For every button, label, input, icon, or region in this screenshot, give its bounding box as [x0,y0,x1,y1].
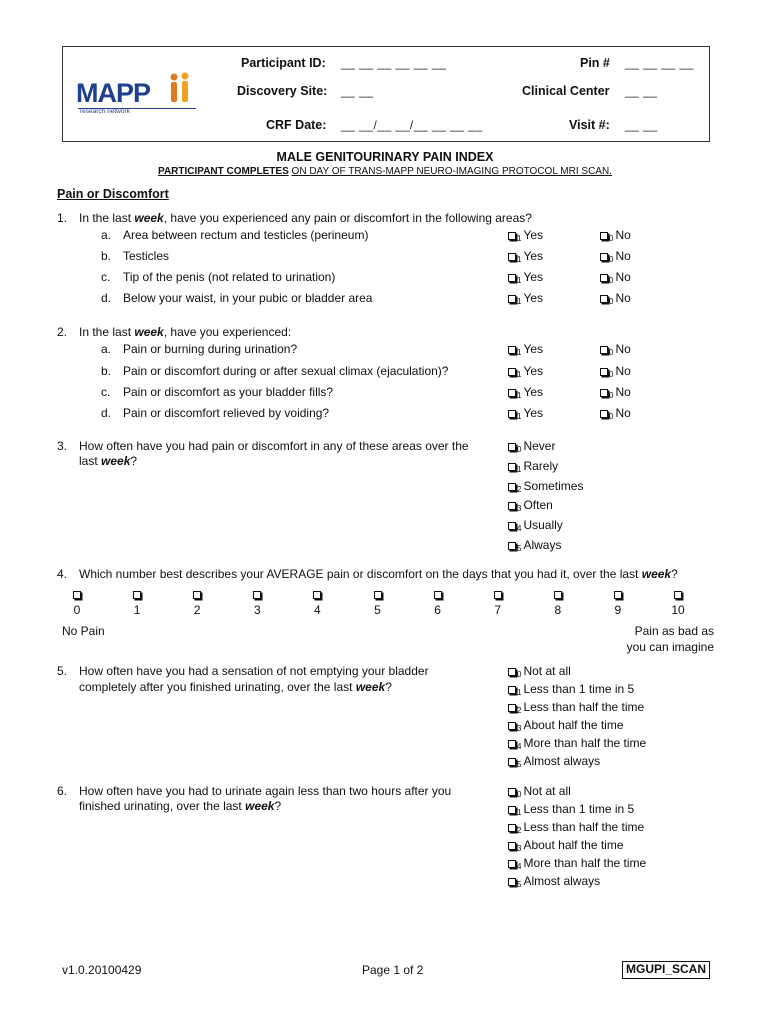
q1-item-letter: a. [101,228,112,242]
option-code: 1 [517,276,522,285]
form-subtitle [0,166,770,177]
q1-item-letter: c. [101,270,111,284]
option-label: Often [523,498,553,513]
q5-line2: completely after you finished urinating, over the last week? [79,680,392,694]
q5-option[interactable] [508,736,646,751]
form-title: MALE GENITOURINARY PAIN INDEX [276,150,494,164]
option-label: About half the time [523,838,624,852]
checkbox-icon[interactable] [508,668,516,676]
q2-yes-option[interactable] [508,364,543,379]
q2-item-text: Pain or discomfort during or after sexual climax (ejaculation)? [123,364,449,378]
checkbox-icon[interactable] [508,788,516,796]
option-label: No [615,228,631,242]
option-label: More than half the time [523,856,647,870]
q3-number: 3. [57,439,68,453]
q4-scale-checkbox[interactable] [434,591,442,599]
option-code: 0 [609,412,614,421]
footer-version: v1.0.20100429 [62,963,142,977]
checkbox-icon[interactable] [508,722,516,730]
q1-no-option[interactable] [600,270,631,285]
checkbox-icon[interactable] [508,274,516,282]
checkbox-icon[interactable] [508,232,516,240]
q4-scale-number: 2 [193,603,201,617]
checkbox-icon[interactable] [508,295,516,303]
q4-scale-checkbox[interactable] [614,591,622,599]
checkbox-icon[interactable] [508,740,516,748]
q5-option[interactable] [508,682,634,697]
option-code: 0 [609,255,614,264]
q3-line2: last week? [79,454,138,468]
option-label: No [615,406,631,420]
checkbox-icon[interactable] [508,502,516,510]
option-label: More than half the time [523,736,647,750]
subtitle-rest: ON DAY OF TRANS-MAPP NEURO-IMAGING PROTOCOL MRI SCAN. [291,166,612,177]
q1-item-text: Testicles [123,249,170,263]
q6-option[interactable] [508,802,634,817]
checkbox-icon[interactable] [508,483,516,491]
q5-number: 5. [57,664,68,678]
q4-high-label-2: you can imagine [626,640,714,654]
option-code: 5 [517,760,522,769]
q4-scale-checkbox[interactable] [494,591,502,599]
q4-scale-number: 0 [73,603,81,617]
option-label: No [615,342,631,356]
option-code: 4 [517,862,522,871]
option-label: Usually [523,518,563,533]
option-code: 4 [517,742,522,751]
option-label: No [615,385,631,399]
option-code: 3 [517,724,522,733]
q2-item-letter: d. [101,406,112,420]
option-code: 1 [517,297,522,306]
q1-text: In the last week, have you experienced any pain or discomfort in the following areas? [79,211,532,225]
q2-no-option[interactable] [600,406,631,421]
q4-scale-number: 10 [671,603,685,617]
option-code: 0 [609,297,614,306]
q4-scale-number: 7 [494,603,502,617]
q1-item-text: Tip of the penis (not related to urination) [123,270,336,284]
q4-scale-checkbox[interactable] [313,591,321,599]
q4-scale-number: 3 [253,603,261,617]
option-label: Not at all [523,664,571,678]
q5-option[interactable] [508,718,624,733]
q6-number: 6. [57,784,68,798]
option-label: Less than 1 time in 5 [523,682,635,696]
checkbox-icon[interactable] [508,346,516,354]
option-code: 1 [517,412,522,421]
q4-scale-number: 4 [314,603,321,617]
q4-scale-checkbox[interactable] [253,591,261,599]
option-code: 0 [609,391,614,400]
q2-no-option[interactable] [600,364,631,379]
checkbox-icon[interactable] [508,806,516,814]
option-label: Yes [523,228,544,242]
checkbox-icon[interactable] [600,389,608,397]
q2-number: 2. [57,325,68,339]
q2-item-letter: b. [101,364,112,378]
option-code: 1 [517,255,522,264]
option-label: Yes [523,364,544,378]
option-label: Yes [523,406,544,420]
participant-id-field[interactable]: __ __ __ __ __ __ [341,56,447,70]
q2-yes-option[interactable] [508,385,543,400]
q4-scale-number: 6 [434,603,441,617]
checkbox-icon[interactable] [508,368,516,376]
q5-option[interactable] [508,754,600,769]
q1-item-text: Area between rectum and testicles (perineum) [123,228,369,242]
checkbox-icon[interactable] [600,295,608,303]
checkbox-icon[interactable] [508,878,516,886]
logo-text: MAPP [76,78,151,108]
q4-number: 4. [57,567,68,581]
q1-item-letter: d. [101,291,112,305]
q1-yes-option[interactable] [508,270,543,285]
q2-item-text: Pain or burning during urination? [123,342,298,356]
option-label: Less than half the time [523,820,645,834]
footer-form-code: MGUPI_SCAN [622,961,710,979]
checkbox-icon[interactable] [508,522,516,530]
q4-scale-number: 5 [374,603,381,617]
q3-option[interactable] [508,518,563,533]
logo-subtext: research network [80,108,130,115]
q3-option[interactable] [508,538,561,553]
q1-yes-option[interactable] [508,228,543,243]
option-code: 0 [517,670,522,679]
subtitle-bold: PARTICIPANT COMPLETES [158,166,289,177]
option-code: 1 [517,348,522,357]
option-label: No [615,364,631,378]
option-label: Never [523,439,556,453]
q1-yes-option[interactable] [508,249,543,264]
q1-no-option[interactable] [600,228,631,243]
q6-option[interactable] [508,838,624,853]
q4-high-label-1: Pain as bad as [634,624,714,638]
option-code: 2 [517,826,522,835]
visit-label: Visit #: [569,118,610,132]
q4-scale-checkbox[interactable] [374,591,382,599]
option-code: 0 [609,348,614,357]
option-code: 0 [609,234,614,243]
q2-item-text: Pain or discomfort as your bladder fills? [123,385,334,399]
q1-yes-option[interactable] [508,291,543,306]
option-label: No [615,291,631,305]
option-code: 4 [517,524,522,534]
q6-option[interactable] [508,856,646,871]
option-label: Sometimes [523,478,584,493]
option-label: Less than 1 time in 5 [523,802,635,816]
option-code: 3 [517,844,522,853]
discovery-site-label: Discovery Site: [237,84,328,98]
q2-yes-option[interactable] [508,342,543,357]
option-label: Yes [523,270,544,284]
clinical-center-label: Clinical Center [522,84,610,98]
option-label: Yes [523,249,544,263]
clinical-center-field[interactable]: __ __ [625,84,658,98]
option-code: 1 [517,688,522,697]
q5-option[interactable] [508,664,571,679]
option-code: 3 [517,504,522,514]
checkbox-icon[interactable] [508,463,516,471]
q6-option[interactable] [508,820,644,835]
crf-date-field[interactable]: __ __/__ __/__ __ __ __ [341,118,483,132]
q4-scale-checkbox[interactable] [674,591,682,599]
option-label: About half the time [523,718,624,732]
q1-number: 1. [57,211,68,225]
checkbox-icon[interactable] [508,842,516,850]
q3-line1: How often have you had pain or discomfort in any of these areas over the [79,439,469,453]
option-code: 1 [517,391,522,400]
crf-date-label: CRF Date: [266,118,327,132]
q4-scale-number: 1 [133,603,141,617]
section-title: Pain or Discomfort [57,187,169,201]
checkbox-icon[interactable] [600,346,608,354]
q3-option[interactable] [508,498,553,513]
option-label: Almost always [523,754,601,768]
option-label: Not at all [523,784,571,798]
q6-option[interactable] [508,874,600,889]
option-label: Yes [523,291,544,305]
option-code: 0 [609,370,614,379]
option-label: No [615,270,631,284]
q4-scale-checkbox[interactable] [133,591,141,599]
option-label: Yes [523,385,544,399]
checkbox-icon[interactable] [600,368,608,376]
option-code: 1 [517,808,522,817]
option-code: 5 [517,544,522,553]
option-label: Almost always [523,874,601,888]
checkbox-icon[interactable] [508,860,516,868]
q6-option[interactable] [508,784,571,799]
participant-id-label: Participant ID: [241,56,326,70]
checkbox-icon[interactable] [508,824,516,832]
q1-no-option[interactable] [600,249,631,264]
q4-scale-number: 8 [554,603,562,617]
q2-item-letter: c. [101,385,111,399]
checkbox-icon[interactable] [508,542,516,550]
q1-no-option[interactable] [600,291,631,306]
q4-scale-checkbox[interactable] [73,591,81,599]
option-label: Less than half the time [523,700,645,714]
checkbox-icon[interactable] [600,232,608,240]
option-code: 2 [517,484,522,494]
checkbox-icon[interactable] [508,704,516,712]
q3-option[interactable] [508,459,558,474]
checkbox-icon[interactable] [508,443,516,451]
checkbox-icon[interactable] [508,686,516,694]
option-code: 0 [517,790,522,799]
q4-scale-number: 9 [614,603,622,617]
q3-option[interactable] [508,439,555,454]
option-code: 1 [517,370,522,379]
checkbox-icon[interactable] [600,410,608,418]
footer-page: Page 1 of 2 [362,963,424,977]
option-label: Yes [523,342,544,356]
q4-scale-checkbox[interactable] [193,591,201,599]
pin-field[interactable]: __ __ __ __ [625,56,694,70]
option-code: 0 [609,276,614,285]
checkbox-icon[interactable] [508,389,516,397]
q4-text: Which number best describes your AVERAGE pain or discomfort on the days that you had it, over the last week? [79,567,678,581]
option-code: 0 [517,445,522,454]
visit-field[interactable]: __ __ [625,118,658,132]
q3-option[interactable] [508,479,583,494]
q5-line1: How often have you had a sensation of not emptying your bladder [79,664,429,678]
q5-option[interactable] [508,700,644,715]
q2-yes-option[interactable] [508,406,543,421]
q4-low-label: No Pain [62,624,105,638]
option-code: 5 [517,880,522,889]
q2-item-letter: a. [101,342,112,356]
discovery-site-field[interactable]: __ __ [341,84,374,98]
checkbox-icon[interactable] [600,253,608,261]
q1-item-letter: b. [101,249,112,263]
option-code: 2 [517,706,522,715]
q6-line1: How often have you had to urinate again less than two hours after you [79,784,452,798]
option-code: 1 [517,464,522,474]
q6-line2: finished urinating, over the last week? [79,799,282,813]
checkbox-icon[interactable] [508,410,516,418]
option-label: No [615,249,631,263]
mapp-figures-icon [160,72,200,108]
q2-text: In the last week, have you experienced: [79,325,292,339]
q2-no-option[interactable] [600,385,631,400]
checkbox-icon[interactable] [508,758,516,766]
q4-scale-checkbox[interactable] [554,591,562,599]
q1-item-text: Below your waist, in your pubic or bladder area [123,291,373,305]
option-label: Always [523,538,562,552]
checkbox-icon[interactable] [600,274,608,282]
pin-label: Pin # [580,56,610,70]
option-code: 1 [517,234,522,243]
q2-item-text: Pain or discomfort relieved by voiding? [123,406,330,420]
option-label: Rarely [523,458,559,473]
q2-no-option[interactable] [600,342,631,357]
checkbox-icon[interactable] [508,253,516,261]
